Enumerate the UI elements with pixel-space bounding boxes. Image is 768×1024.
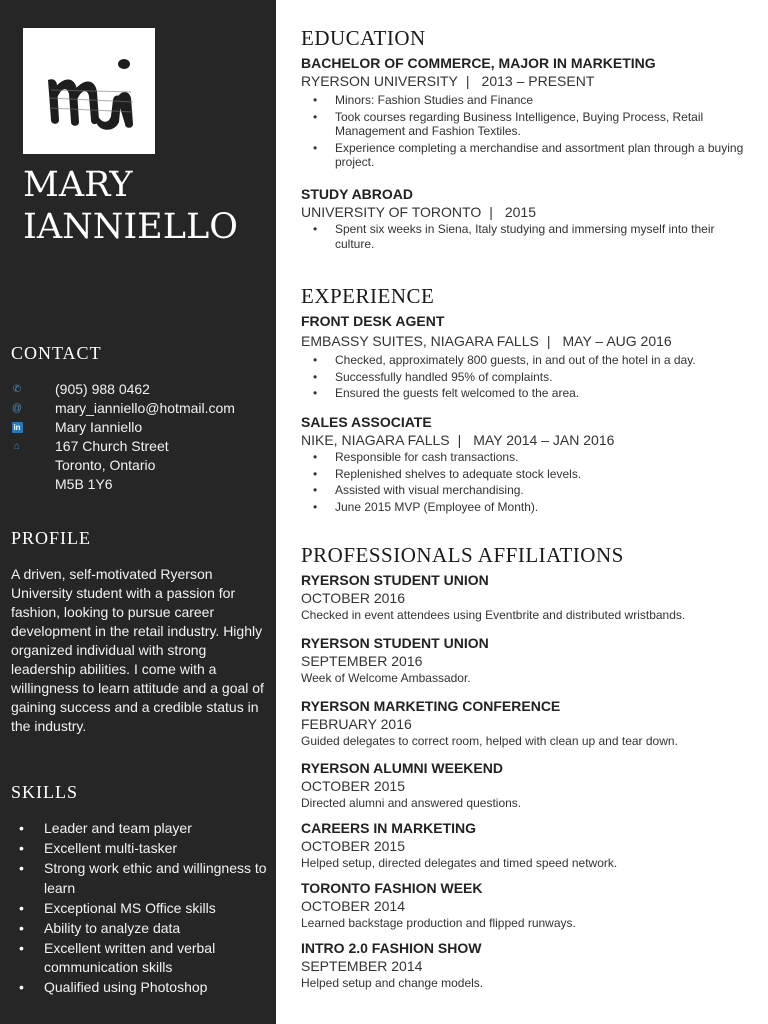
entry-title: BACHELOR OF COMMERCE, MAJOR IN MARKETING bbox=[301, 55, 656, 71]
profile-heading: PROFILE bbox=[11, 528, 92, 548]
first-name: MARY bbox=[23, 165, 133, 205]
entry-date: OCTOBER 2016 bbox=[301, 590, 406, 606]
entry-title: STUDY ABROAD bbox=[301, 186, 414, 202]
contact-phone: ✆ (905) 988 0462 bbox=[12, 381, 150, 397]
affiliation-entry bbox=[301, 698, 751, 749]
bullet-item: • Responsible for cash transactions. bbox=[301, 450, 751, 465]
experience-entry-front-desk bbox=[301, 313, 751, 403]
entry-title: CAREERS IN MARKETING bbox=[301, 820, 477, 836]
entry-title: RYERSON ALUMNI WEEKEND bbox=[301, 760, 503, 776]
email-icon: @ bbox=[11, 402, 23, 414]
entry-title: RYERSON MARKETING CONFERENCE bbox=[301, 698, 561, 714]
entry-description: Helped setup and change models. bbox=[301, 976, 484, 990]
entry-subtitle: RYERSON UNIVERSITY | 2013 – PRESENT bbox=[301, 73, 595, 89]
sidebar bbox=[0, 0, 276, 1024]
phone-icon: ✆ bbox=[12, 383, 22, 395]
skill-item: • Excellent multi-tasker bbox=[11, 839, 269, 859]
bullet-item: • Successfully handled 95% of complaints. bbox=[301, 370, 751, 385]
contact-address-city: Toronto, Ontario bbox=[55, 457, 156, 473]
bullet-item: • Took courses regarding Business Intelligence, Buying Process, Retail Management and Fashion Textiles. bbox=[301, 110, 751, 139]
bullet-item: • June 2015 MVP (Employee of Month). bbox=[301, 500, 751, 515]
skill-item: • Excellent written and verbal communication skills bbox=[11, 939, 269, 978]
candidate-name bbox=[23, 164, 273, 248]
entry-title: FRONT DESK AGENT bbox=[301, 313, 445, 329]
bullet-item: • Checked, approximately 800 guests, in and out of the hotel in a day. bbox=[301, 353, 751, 368]
skill-item: • Qualified using Photoshop bbox=[11, 978, 269, 998]
bullet-item: • Minors: Fashion Studies and Finance bbox=[301, 93, 751, 108]
entry-date: SEPTEMBER 2016 bbox=[301, 653, 423, 669]
affiliation-entry bbox=[301, 940, 751, 991]
experience-heading: EXPERIENCE bbox=[301, 284, 435, 308]
bullet-item: • Replenished shelves to adequate stock levels. bbox=[301, 467, 751, 482]
contact-heading: CONTACT bbox=[11, 343, 102, 363]
entry-date: FEBRUARY 2016 bbox=[301, 716, 412, 732]
bullet-item: • Experience completing a merchandise and assortment plan through a buying project. bbox=[301, 141, 751, 170]
entry-subtitle: NIKE, NIAGARA FALLS | MAY 2014 – JAN 2016 bbox=[301, 432, 615, 448]
affiliation-entry bbox=[301, 820, 751, 871]
skills-list bbox=[11, 819, 269, 998]
monogram-logo bbox=[23, 28, 155, 154]
entry-title: SALES ASSOCIATE bbox=[301, 414, 432, 430]
entry-subtitle: UNIVERSITY OF TORONTO | 2015 bbox=[301, 204, 537, 220]
contact-address-street: ⌂ 167 Church Street bbox=[11, 437, 271, 456]
education-entry-study-abroad bbox=[301, 186, 751, 253]
entry-bullets bbox=[301, 93, 751, 170]
contact-address-postal: M5B 1Y6 bbox=[55, 476, 113, 492]
affiliation-entry bbox=[301, 880, 751, 931]
skill-item: • Leader and team player bbox=[11, 819, 269, 839]
bullet-item: • Assisted with visual merchandising. bbox=[301, 483, 751, 498]
entry-bullets bbox=[301, 353, 751, 401]
affiliation-entry bbox=[301, 572, 751, 623]
experience-entry-sales-associate bbox=[301, 414, 751, 516]
entry-description: Helped setup, directed delegates and timed speed network. bbox=[301, 856, 618, 870]
affiliation-entry bbox=[301, 760, 751, 811]
education-heading: EDUCATION bbox=[301, 26, 426, 50]
entry-description: Learned backstage production and flipped runways. bbox=[301, 916, 576, 930]
entry-title: RYERSON STUDENT UNION bbox=[301, 635, 489, 651]
skill-item: • Exceptional MS Office skills bbox=[11, 899, 269, 919]
entry-date: SEPTEMBER 2014 bbox=[301, 958, 423, 974]
entry-subtitle: EMBASSY SUITES, NIAGARA FALLS | MAY – AUG 2016 bbox=[301, 333, 672, 349]
affiliations-heading: PROFESSIONALS AFFILIATIONS bbox=[301, 543, 624, 567]
bullet-item: • Ensured the guests felt welcomed to the area. bbox=[301, 386, 751, 401]
skills-heading: SKILLS bbox=[11, 782, 79, 802]
contact-list bbox=[11, 380, 271, 494]
education-entry-bachelor bbox=[301, 55, 751, 172]
contact-linkedin[interactable]: in Mary Ianniello bbox=[11, 418, 271, 437]
monogram-logo-image bbox=[23, 28, 155, 154]
entry-date: OCTOBER 2014 bbox=[301, 898, 406, 914]
entry-date: OCTOBER 2015 bbox=[301, 838, 406, 854]
home-icon: ⌂ bbox=[13, 440, 21, 452]
entry-title: INTRO 2.0 FASHION SHOW bbox=[301, 940, 482, 956]
entry-description: Directed alumni and answered questions. bbox=[301, 796, 522, 810]
entry-description: Checked in event attendees using Eventbrite and distributed wristbands. bbox=[301, 608, 686, 622]
profile-text: A driven, self-motivated Ryerson University student with a passion for fashion, looking to pursue career development in the retail industry. Highly organized individual with strong leadership abilities. I come with a willingness to learn attitude and a goal of gaining success and a credible status in the industry. bbox=[11, 566, 264, 734]
entry-description: Week of Welcome Ambassador. bbox=[301, 671, 471, 685]
last-name: IANNIELLO bbox=[23, 207, 238, 247]
entry-title: TORONTO FASHION WEEK bbox=[301, 880, 483, 896]
skill-item: • Strong work ethic and willingness to learn bbox=[11, 859, 269, 898]
affiliation-entry bbox=[301, 635, 751, 686]
entry-title: RYERSON STUDENT UNION bbox=[301, 572, 489, 588]
entry-description: Guided delegates to correct room, helped with clean up and tear down. bbox=[301, 734, 678, 748]
contact-email[interactable]: @ mary_ianniello@hotmail.com bbox=[11, 400, 235, 416]
skill-item: • Ability to analyze data bbox=[11, 919, 269, 939]
entry-bullets bbox=[301, 450, 751, 514]
bullet-item: • Spent six weeks in Siena, Italy studying and immersing myself into their culture. bbox=[301, 222, 751, 251]
entry-date: OCTOBER 2015 bbox=[301, 778, 406, 794]
linkedin-icon: in bbox=[13, 422, 21, 432]
entry-bullets bbox=[301, 222, 751, 251]
